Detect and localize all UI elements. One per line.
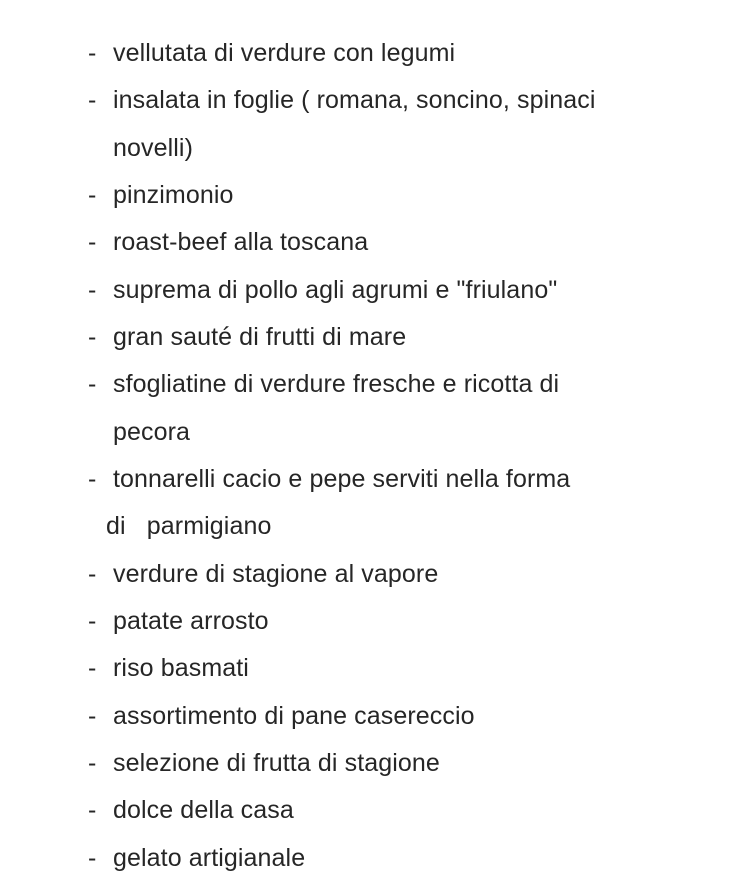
list-item-text: gran sauté di frutti di mare	[113, 323, 407, 351]
bullet-dash: -	[88, 560, 97, 588]
bullet-dash: -	[88, 844, 97, 872]
bullet-dash: -	[88, 86, 97, 114]
list-item-text-continued: di parmigiano	[106, 512, 272, 540]
list-item-text: assortimento di pane casereccio	[113, 702, 475, 730]
list-item-text: suprema di pollo agli agrumi e "friulano"	[113, 276, 558, 304]
bullet-dash: -	[88, 276, 97, 304]
bullet-dash: -	[88, 654, 97, 682]
list-item-text: gelato artigianale	[113, 844, 306, 872]
list-item-text: verdure di stagione al vapore	[113, 560, 439, 588]
list-item-text: sfogliatine di verdure fresche e ricotta di	[113, 370, 560, 398]
list-item-text: pinzimonio	[113, 181, 234, 209]
list-item-text: vellutata di verdure con legumi	[113, 39, 456, 67]
list-item-text: selezione di frutta di stagione	[113, 749, 440, 777]
bullet-dash: -	[88, 607, 97, 635]
list-item-text: dolce della casa	[113, 796, 294, 824]
bullet-dash: -	[88, 796, 97, 824]
list-item-text: riso basmati	[113, 654, 249, 682]
list-item-text: patate arrosto	[113, 607, 269, 635]
list-item-text: roast-beef alla toscana	[113, 228, 369, 256]
bullet-dash: -	[88, 702, 97, 730]
bullet-dash: -	[88, 228, 97, 256]
list-item-text-continued: pecora	[113, 418, 191, 446]
list-item-text: tonnarelli cacio e pepe serviti nella forma	[113, 465, 571, 493]
bullet-dash: -	[88, 181, 97, 209]
list-item-text-continued: novelli)	[113, 134, 193, 162]
bullet-dash: -	[88, 465, 97, 493]
bullet-dash: -	[88, 749, 97, 777]
bullet-dash: -	[88, 39, 97, 67]
list-item-text: insalata in foglie ( romana, soncino, spinaci	[113, 86, 596, 114]
bullet-dash: -	[88, 370, 97, 398]
bullet-dash: -	[88, 323, 97, 351]
